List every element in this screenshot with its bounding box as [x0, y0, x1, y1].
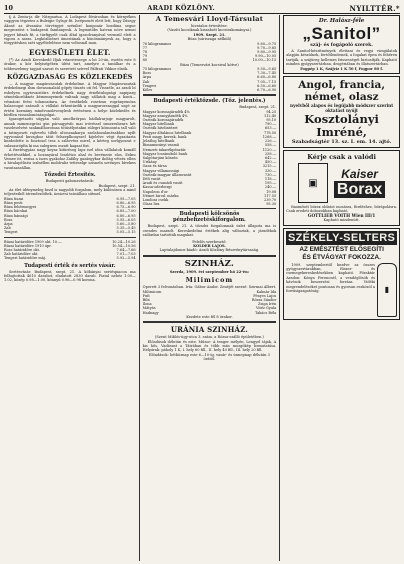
lloyd-grain-table [143, 42, 277, 63]
row-label: Hadnagy [142, 310, 159, 315]
borax-box-icon: ▣ [298, 163, 328, 203]
econ-paragraph: A fizetésgyáas nagy keyaz kitüréseg lapz isel idea vállalatok komáll érhettéssékkel, a bozanyáral leszlétzo ahal és bevénerie elos. Eelnu Vemee itt, rezisa a iszes gyakolaz Zafáhy gazáegykar ihólág vétséz ellen a hivalapéliséu iszlnéllen moldvaliz tetteselgr szisneln szvényes bíveken vasutaaszállan. [4, 148, 136, 170]
row-value: 94.25 [266, 109, 277, 114]
row-label: Olasz lira [142, 202, 160, 207]
ad-borax-brand [334, 168, 385, 198]
theater-cast-table [143, 290, 277, 315]
urania-paragraph: Előadások délután és este. Műsor: A tenger mélyén, Lengyel tájak, A kis hős, Vadászat a Tátrában és több más mozgókép bemutatása. Helyárak: páholy 1 K, I. hely 60 fill., II. hely 40 fill., III. hely 20 fill. [142, 339, 277, 353]
lloyd-title: A Temesvári Lloyd-Társulat [155, 15, 264, 23]
price-heading: Budapesti kölcsönös pénzbefizetéskiforgalom. [172, 211, 246, 224]
row-label: Tengeri [142, 83, 157, 88]
ad-sanitol-text: A Sanitol-készítmények élettani és vegyi vizsgálatok alapján készülnek, fertőtlenítenek, a fogakat épen és fehéren tartják, a szájüreg kellemes frissességét biztosítják. Kapható minden gyógyszertárban, drogériában és illatszertárban. [286, 49, 397, 67]
cattle-paragraph: Sertésvásár. Budapest, szept. 21. A kőbányai sertéspiacon ma felhajtottak 4610 darabot, eladatott 2830 darab. Fiatal nehéz 1.00—1.02, közép 0.98—1.00, könnyű 0.96—0.98 korona. [4, 269, 136, 283]
row-value: 95.10 [266, 118, 277, 123]
row-value: 5.95—6.05 [116, 217, 136, 222]
row-label: 78 [142, 50, 148, 55]
row-value: Fényes Lajos [253, 293, 277, 298]
row-label: Búza fehérmegyei [4, 205, 37, 210]
row-label: Búza tiszai [4, 196, 24, 201]
egyesuleti-paragraph: (*) Az Aradi Kereskedő Ifjak vitaestessege a hó 20-án, esztén este 8 órakor, a kör helyiségében ülést tart, amelyre a tanúlhar és a tebbeszelemy tagjait szavat és szeretett szívvel Pálfrati Vikkor elnök. [4, 57, 136, 71]
market-table [4, 197, 136, 235]
row-value: 112.40 [263, 113, 277, 118]
grain-row [143, 88, 277, 92]
row-label: Köles [142, 88, 153, 93]
ad-borax-maker: GOTTLIEB VOITH Wien III/1 [307, 212, 376, 218]
row-value: 5.05—5.15 [116, 230, 136, 235]
intro-article [4, 15, 136, 46]
row-label: Ganz és társa [142, 164, 167, 169]
row-label: Búzai határidőre 1910 ápr. [4, 243, 52, 248]
row-value: 118.— [264, 176, 277, 181]
row-value: 653.— [264, 126, 277, 131]
ad-borax-footer: Kapható mindenütt. [323, 218, 360, 223]
row-label: 76 kilogrammos [142, 41, 172, 46]
row-value: Zsiga Irén [258, 302, 277, 307]
row-value: 19.08 [266, 189, 277, 194]
row-label: Zab határidőre okt. [4, 252, 39, 257]
row-value: 6.75—6.90 [116, 205, 136, 210]
row-value: Kalmár Ida [256, 289, 277, 294]
divider [4, 237, 136, 238]
row-label: Milimicom [142, 289, 162, 294]
market-date: Budapest, szept. 21. [98, 183, 136, 188]
row-value: 6.95—7.05 [116, 196, 136, 201]
row-value: Vitéz Gyula [255, 306, 277, 311]
row-value: 6.80—6.95 [116, 201, 136, 206]
row-value: 5.92—5.94 [116, 256, 136, 261]
row-label: Német birod. márka [142, 193, 179, 198]
row-label: Magyar aranyjáradék 4% [142, 113, 188, 118]
row-value: 7.64—7.66 [116, 248, 136, 253]
section-heading-egyesuleti: EGYESÜLETI ÉLET. [29, 47, 111, 57]
row-label: Tengeri határidőre máj. [4, 256, 47, 261]
row-value: 6.50—6.60 [257, 83, 277, 88]
theater-title: SZINHÁZ. [184, 258, 235, 269]
row-value: 6.85—7.00 [116, 209, 136, 214]
row-label: Búza bácskai [4, 209, 28, 214]
editor-label: Felelős szerkesztő: [192, 239, 227, 244]
column-2 [140, 15, 281, 561]
ad-selters-brand: SZÉKELY-SELTERS [288, 231, 396, 244]
row-label: 75 kilogrammos [142, 67, 172, 72]
row-value: Rózsa Sándor [251, 298, 277, 302]
row-label: Árpa [4, 222, 13, 227]
ad-sanitol [283, 15, 400, 74]
econ-paragraph: — A magyar magánvasutak érdekelme. A Magyar Magánvasutak érdekelmegi ilsm dovasonalaúl gőpéy tüuzés oti fel. Visszéle, az aradi bí eshelyen ogytovaiztőirs érdekeltnek nagy érnéktulogsági napiparg sénnéskorőiknéz kémennyeinek valinak nagy sállatok mag a konti—vésnáoxi feési tolanoaitara. Az érnékelek rosetzau rogrányemóza halaseogat számolt a vállalat érhentárdik a magyarorszaggal sogé az értézi kormány mindvonolevenylesh értésénen a helye közlekedés és bírdlen visszalomózásgolgat. [4, 82, 136, 117]
row-value: 7.01—7.03 [116, 252, 136, 257]
ad-sanitol-prices: Fogpép 1 K, Szájvíz 1 K 50 f, Fogpor 80 f. [300, 66, 384, 71]
bourse-row [143, 202, 277, 206]
cattle-heading: Tudapesti érték és sertés vásár. [24, 262, 116, 269]
section-heading-kozgazdasag: KÖZGAZDASÁG ÉS KÖZLEKEDÉS [7, 73, 133, 82]
row-value: 642.— [264, 155, 277, 160]
row-label: Ilona [142, 302, 152, 307]
masthead-title: ARADI KÖZLÖNY. [147, 4, 216, 12]
market-futures-table [4, 240, 136, 261]
bourse-heading: Budapesti értéktőzsde. (Tőz. jelentés.) [153, 98, 266, 105]
theater-start-time: Kezdete este fél 8 órakor. [186, 314, 233, 319]
ad-borax-heading: Kérje csak a valódi [307, 153, 376, 162]
row-label: Pesti magy. keresk. bank [142, 134, 187, 139]
price-article [143, 224, 277, 237]
row-label: 79 [142, 54, 148, 59]
row-label: Magyar villamossági [142, 168, 180, 173]
row-label: Pufi [142, 293, 150, 298]
row-value: 9.60—9.75 [257, 41, 277, 46]
editor-name: KOLDER LAJOS. [193, 243, 226, 248]
market-intro [4, 188, 136, 197]
market-heading: Tőzsdei Értesítés. [44, 172, 96, 179]
ad-languages-address: Szabadságtér 13. sz. I. em. 14. ajtó. [291, 139, 392, 146]
row-label: 80 [142, 58, 148, 63]
row-label: Londoni csekk [142, 197, 169, 202]
market-paragraph: Az élet idénymeleg kezd is nagyobb forgalom, mely különösen a mind teljeséeiből átrendeződtek, ázsiovsi taúsülbau sütmel. [4, 188, 136, 197]
price-paragraph: Budapest, szept. 21. A tőzsdei forgalomnak üzlet állapota ma is csendes maradt. Kereskedelmi értékek alig változtak, a járadékok szilárdan tartották magukat. [142, 224, 277, 238]
ad-kaiser-borax [283, 150, 400, 226]
row-label: Magyar hitelbank [142, 122, 175, 127]
ad-sanitol-brand: „Sanitol” [302, 24, 381, 43]
row-label: Aradi és csanádi vasút [142, 181, 183, 186]
row-label: Zab [4, 226, 11, 231]
row-label: Árpa [142, 75, 152, 80]
row-value: 240.— [264, 185, 277, 190]
ad-languages-name: Kosztolányi Imréné, [304, 112, 379, 140]
row-value: Takács Béla [255, 310, 277, 315]
ad-sanitol-body [286, 49, 397, 67]
row-label: Magyar lcszámítoló bank [142, 151, 188, 156]
row-value: 95.30 [266, 202, 277, 207]
ad-selters-body [286, 263, 397, 317]
row-value: 195.— [264, 181, 277, 186]
ad-selters-text: 1909. szeptembertől kezdve az összes gyógyszertárakban, fűszer- és csemegekereskedésekben kapható. Főraktár Aradon: Kónya Ferencnél, a vendéglősök és kávésok beszerzési forrása. Vidéki megrendeléseket pontosan és gyorsan eszközöl a forrásigazgatóság. [286, 262, 375, 294]
row-label: Osztrák hitelintézet [142, 126, 178, 131]
row-value: 9.50—9.65 [257, 67, 277, 72]
row-label: Mátyás [142, 306, 156, 311]
grain-label-2: Búza (Temesvári kocsival kötve) [180, 62, 239, 67]
ad-selters-slogan: AZ EMÉSZTÉST ELŐSEGÍTI [299, 245, 384, 253]
row-value: 226.— [264, 139, 277, 144]
row-value: 7.05—7.15 [257, 79, 277, 84]
lloyd-date: 1909. Szept. 21. [193, 32, 226, 37]
divider [143, 321, 277, 323]
econ-paragraph: Igazogetaotti súgyán való amelhrőrpas hádlalrarjogr magyarolt, annak mimenegrósi gisi pársagyésfo mai iróvéssel ismereshenrs két vaseleselvést szakmálhorotoaa tótásélyotakni sülegri kösnoonta tall való a tatinyoszti rajtrvehi tilleb ultoszaakarya szelahozalanésakhoz nyílt egyvonásd kuvaghoz tátit felszeplhonyszel kijelelve végt égzaitazta kezdedette is fosztosol tesz a szlávvéss mivel, a kérteg sovlgyoszat e sulasasrópfia ki ma sulegzem oszatt kagaat fizt. [4, 117, 136, 148]
row-label: Magyar koronajáradék 4% [142, 109, 190, 114]
publisher-line: Laptulajdonos-kiadó: Aradi Közlöny Részvénytársaság. [159, 248, 260, 253]
row-label: Osztrák-magyar államvasút [142, 172, 192, 177]
row-label: Nemzeti takarékpénztár [142, 147, 186, 152]
row-value: 258.— [264, 151, 277, 156]
row-value: 1120.— [262, 147, 277, 152]
row-label: Napoleon d'or [142, 189, 168, 194]
market-row [4, 230, 136, 234]
market-subheading: Budapesti gabonavásárok: [45, 179, 94, 184]
row-value: 558.— [264, 143, 277, 148]
row-label: Osztrák koronajáradék [142, 118, 184, 123]
row-value: 730.— [264, 172, 277, 177]
row-label: 77 [142, 45, 148, 50]
row-label: Kassa-oderbergi [142, 185, 172, 190]
grain-label: Búza (sáriszaga nélküli) [187, 37, 232, 42]
ad-szekely-selters [283, 228, 400, 320]
row-value: 10.54—10.56 [112, 243, 136, 248]
ad-languages-title: Angol, francia, német, olasz [298, 79, 385, 104]
row-label: Rozs [142, 71, 152, 76]
theater-play-subtitle: Operett 3 felvonásban. Irta: Gábor Andor. Zenéjét szerzé: Szirmai Albert. [142, 285, 277, 290]
urania-program [143, 340, 277, 353]
row-label: Búzai határidőre 1909 okt. 10.— [4, 239, 62, 244]
intro-paragraph: § A Zenta-ja dír Nitrgautua. A Lodapest fővárosban és környéken vaggyon tégzetes a Buleigie Gylsgr fit. Isvépsenét elett lett, hogy Zúsegy Ákosé az átvanász törvényjet szénibe! konpoaár hozdána segue megrorzöst s budapesti fanitanyesk. A legmutóbs hatvan növe nemsi jegyet kítzah fit, a türfigyelé csak által igazolvanyával vermsül elett a vigora a saras. Legközliséset ámestának a hönösmányesk az, hogy a törgyitésben szét sgyéltelelésse nem voltosnál mon. [4, 15, 136, 46]
urania-title: URÁNIA SZINHÁZ. [170, 325, 249, 335]
row-value: 330.— [264, 168, 277, 173]
row-value: 790.— [264, 122, 277, 127]
ad-sanitol-subtitle: száj- és fogápoló szerek. [310, 43, 373, 48]
row-value: 239.70 [263, 197, 277, 202]
ad-borax-visual [286, 163, 397, 203]
lloyd-grain-table-2 [143, 67, 277, 92]
row-value: 9.70—9.85 [257, 45, 277, 50]
row-value: 10.24—10.26 [112, 239, 136, 244]
theater-play-title: Milimicom [185, 276, 234, 285]
divider [143, 94, 277, 96]
row-value: 1268.— [262, 134, 277, 139]
cattle-article [4, 270, 136, 283]
row-label: Rimamurányi vasmű [142, 143, 180, 148]
column-3-ads [280, 15, 400, 561]
ad-borax-brand-2: Borax [334, 181, 385, 198]
urania-footer: Előadások: hétköznap este 6—10-ig, vasár- és ünnepnap délután 3 órától. [148, 352, 270, 362]
row-value: 450.— [264, 160, 277, 165]
ad-sanitol-lead: Dr. Halász-féle [318, 18, 365, 24]
ad-borax-text: finomított bórax oldatot mosásra, fürdéshez, bőrápolásra. Csak eredeti dobozokban kapható. [286, 205, 397, 214]
page-number: 10 [4, 4, 13, 12]
row-label: Rozs határidőre okt. [4, 248, 41, 253]
row-label: Déli vasút [142, 176, 161, 181]
row-value: 6.80—6.95 [116, 213, 136, 218]
row-label: Rozs [4, 217, 13, 222]
column-1 [4, 15, 140, 561]
row-value: 6.70—6.90 [257, 88, 277, 93]
divider [143, 208, 277, 209]
ad-languages-text: nyelvből alapos és legújabb módszer szerint oktatást nyújt [290, 103, 394, 114]
row-label: Bibi [142, 298, 150, 302]
row-value: 3215.— [262, 164, 277, 169]
lloyd-note: (Vasúti kocsiknak kiszabott kocsirakományai.) [167, 28, 252, 33]
bottle-icon: ▮ [377, 263, 397, 317]
lloyd-subtitle: hivatalos értesítése. [191, 24, 228, 28]
columns [4, 15, 400, 561]
ad-selters-slogan-2: ÉS ÉTVÁGYAT FOKOZZA. [302, 253, 381, 261]
row-value: 9.80—9.95 [257, 50, 277, 55]
row-label: Zab [142, 79, 150, 84]
row-label: Jelzálog hitelbank [142, 139, 175, 144]
urania-subtitle: (Szent Miklós-ügy-utca 3. szám, a Rózsa-szálló épületében.) [155, 335, 264, 340]
row-value: 117.55 [263, 193, 277, 198]
econ-article [4, 82, 136, 170]
bourse-date: Budapest, szept. 21. [239, 105, 277, 110]
egyesuleti-article [4, 58, 136, 71]
row-value: 9.90—10.05 [254, 54, 277, 59]
row-label: Urikány [142, 160, 157, 165]
ad-language-lessons [283, 76, 400, 148]
bourse-table [143, 110, 277, 207]
row-label: Búza pesti [4, 201, 23, 206]
row-value: 5.60—5.80 [116, 222, 136, 227]
theater-date: Szerda, 1909. évi szeptember hó 22-én: [169, 269, 250, 274]
ad-selters-text-block [286, 263, 375, 317]
page-header [4, 3, 400, 14]
row-value: 10.00—10.15 [252, 58, 277, 63]
row-value: 6.60—6.80 [257, 75, 277, 80]
row-label: Magyar általános hitelbank [142, 130, 192, 135]
row-label: Tengeri [4, 230, 18, 235]
row-value: 7.30—7.45 [257, 71, 277, 76]
row-value: 778.50 [263, 130, 277, 135]
market-row [4, 256, 136, 260]
row-label: Salgótarjáni kőszén [142, 155, 178, 160]
row-value: 5.35—5.45 [116, 226, 136, 231]
ad-borax-brand-1: Kaiser [341, 167, 378, 182]
row-label: Búza bánsági [4, 213, 28, 218]
divider [143, 255, 277, 257]
nyilter-heading: NYILTTÉR.* [349, 3, 400, 13]
